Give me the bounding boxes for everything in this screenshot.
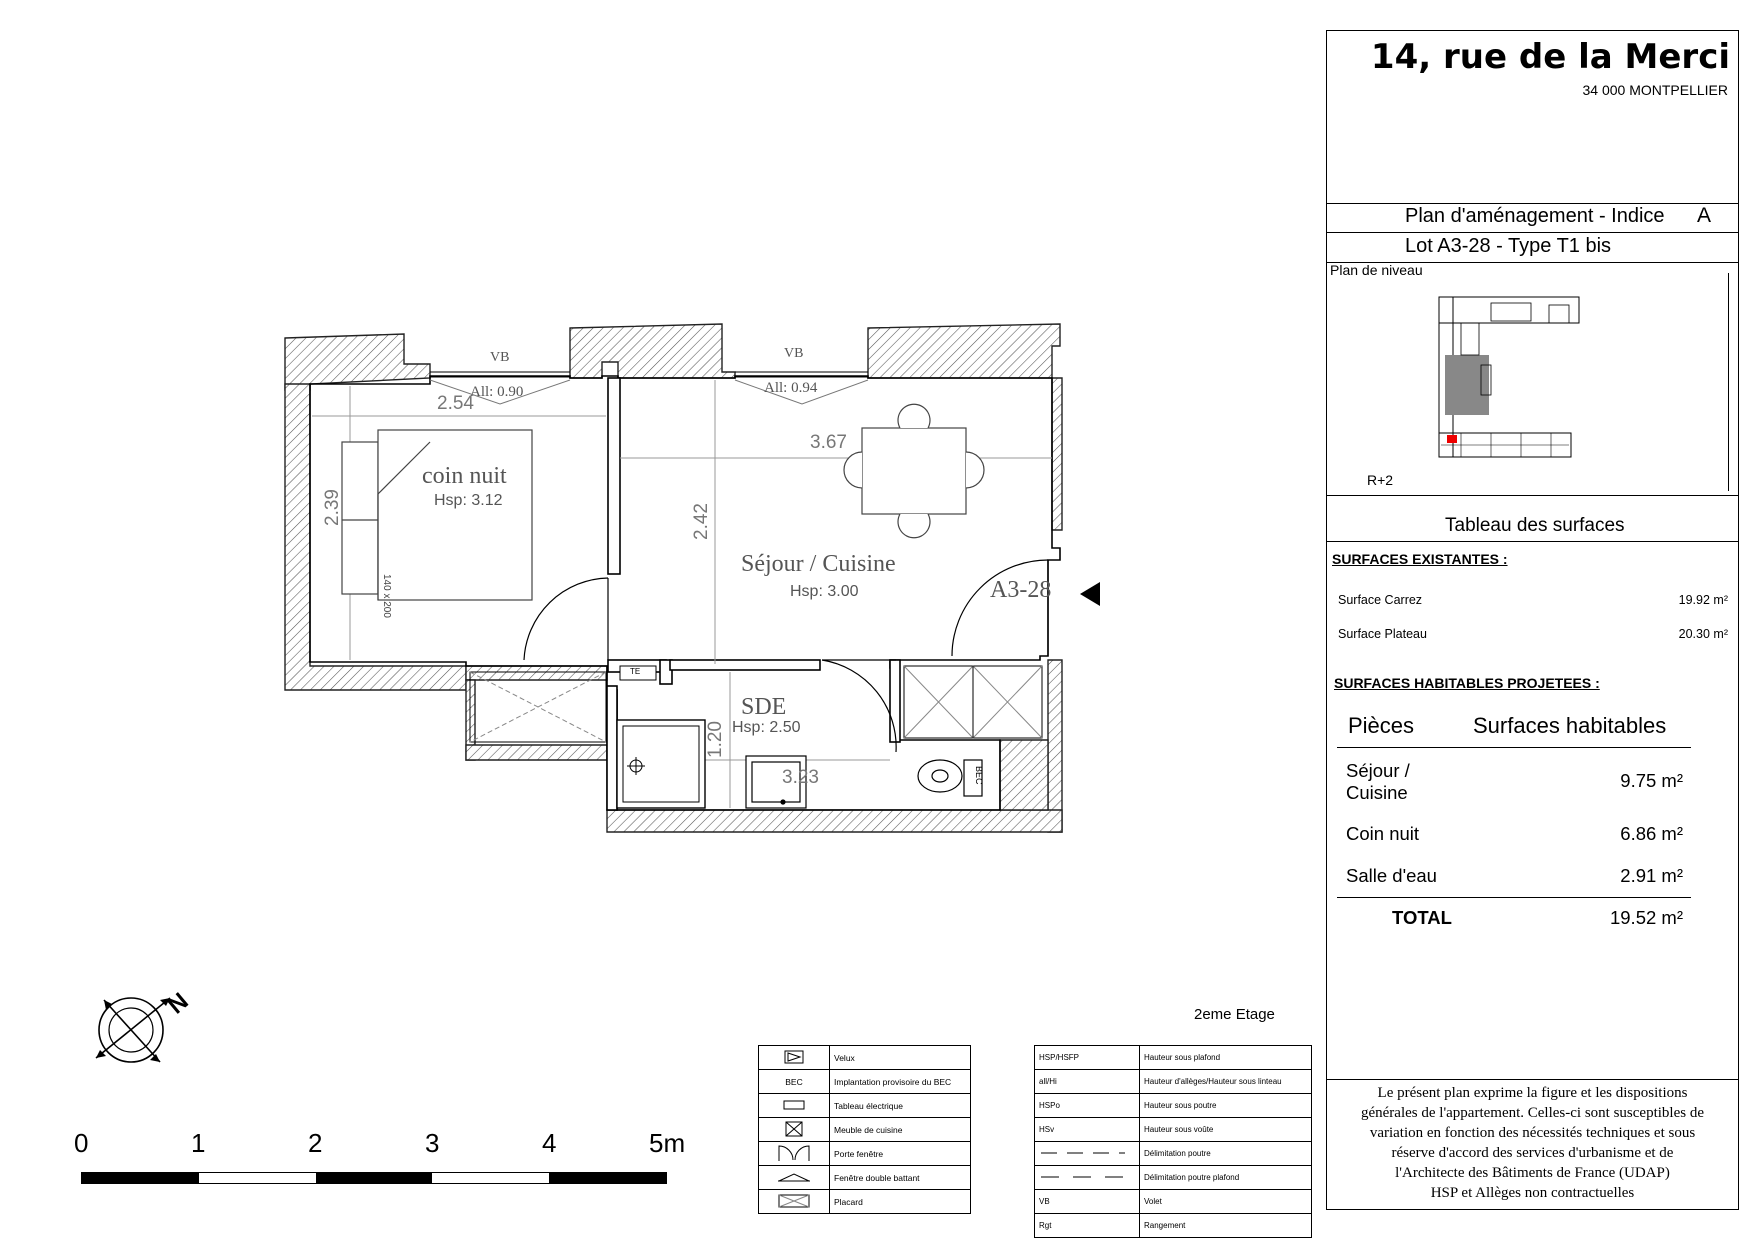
dim-h-sejour: 2.42	[691, 503, 712, 540]
legend-abbr: all/Hi	[1035, 1070, 1140, 1094]
tableau-electrique-icon	[783, 1100, 805, 1110]
te-label: TE	[630, 667, 641, 676]
legend-symbols	[758, 1045, 971, 1214]
scale-label-0: 0	[74, 1128, 89, 1158]
row-sejour-line2: Cuisine	[1346, 782, 1408, 803]
legend-abbr: HSv	[1035, 1118, 1140, 1142]
bec-label: BEC	[974, 766, 984, 785]
plan-indice: A	[1697, 204, 1712, 227]
lot-title: Lot A3-28 - Type T1 bis	[1405, 235, 1612, 257]
legend-label: Rangement	[1140, 1214, 1312, 1238]
legend-label: Délimitation poutre	[1140, 1142, 1312, 1166]
city: 34 000 MONTPELLIER	[1582, 82, 1728, 98]
toilet	[918, 760, 982, 796]
row-sejour-value: 9.75 m²	[1620, 770, 1683, 791]
disclaimer	[1327, 1083, 1738, 1203]
legend-label: Meuble de cuisine	[830, 1118, 971, 1142]
legend-label: Délimitation poutre plafond	[1140, 1166, 1312, 1190]
row-salle-eau-value: 2.91 m²	[1620, 865, 1683, 886]
legend-abbr: HSPo	[1035, 1094, 1140, 1118]
disclaimer-line: HSP et Allèges non contractuelles	[1430, 1185, 1635, 1201]
disclaimer-line: Le présent plan exprime la figure et les dispositions	[1377, 1085, 1688, 1101]
porte-fenetre-icon	[777, 1144, 811, 1162]
legend-label: Volet	[1140, 1190, 1312, 1214]
dining-table	[844, 404, 984, 537]
legend-row	[1035, 1166, 1312, 1190]
surface-carrez-label: Surface Carrez	[1338, 593, 1423, 607]
legend-row	[759, 1070, 971, 1094]
velux-icon	[784, 1050, 804, 1064]
window-all-right: All: 0.94	[764, 380, 818, 396]
legend-abbr: VB	[1035, 1190, 1140, 1214]
tableau-surfaces-title: Tableau des surfaces	[1445, 515, 1625, 536]
total-value: 19.52 m²	[1609, 907, 1683, 928]
legend-label: Hauteur sous voûte	[1140, 1118, 1312, 1142]
legend-row	[1035, 1070, 1312, 1094]
legend-label: Placard	[830, 1190, 971, 1214]
room-label-coin-nuit: coin nuit	[422, 463, 507, 489]
header-pieces: Pièces	[1348, 713, 1415, 738]
legend-label: Hauteur sous poutre	[1140, 1094, 1312, 1118]
floor-plan	[0, 0, 1100, 860]
row-coin-nuit-value: 6.86 m²	[1620, 823, 1683, 844]
disclaimer-line: générales de l'appartement. Celles-ci sont susceptibles de	[1360, 1105, 1704, 1121]
legend-row	[759, 1190, 971, 1214]
entrance-arrow	[1080, 582, 1100, 606]
surface-carrez-value: 19.92 m²	[1678, 593, 1728, 607]
shower	[617, 720, 705, 808]
scale-label-1: 1	[191, 1128, 206, 1158]
legend-row	[1035, 1142, 1312, 1166]
legend-row	[759, 1094, 971, 1118]
room-hsp-sejour: Hsp: 3.00	[790, 583, 859, 600]
scale-label-3: 3	[425, 1128, 440, 1158]
plan-title: Plan d'aménagement - Indice	[1405, 205, 1665, 227]
total-label: TOTAL	[1392, 907, 1452, 928]
placard-left	[470, 672, 606, 742]
site-plan-thumbnail	[1431, 293, 1581, 463]
placard-right	[904, 666, 1042, 738]
fenetre-double-battant-icon	[777, 1171, 811, 1183]
bec-symbol: BEC	[759, 1070, 830, 1094]
room-hsp-sde: Hsp: 2.50	[732, 719, 801, 736]
dash-spaced-line-icon	[1039, 1174, 1127, 1180]
legend-abbr: HSP/HSFP	[1035, 1046, 1140, 1070]
legend-row	[1035, 1094, 1312, 1118]
row-salle-eau: Salle d'eau	[1346, 865, 1437, 886]
window-vb-left: VB	[490, 350, 510, 365]
legend-abbr: Rgt	[1035, 1214, 1140, 1238]
disclaimer-line: réserve d'accord des services d'urbanisme et de	[1391, 1145, 1674, 1161]
legend-row	[759, 1118, 971, 1142]
disclaimer-line: variation en fonction des nécessités techniques et sous	[1369, 1125, 1696, 1141]
placard-icon	[778, 1194, 810, 1208]
legend-row	[1035, 1214, 1312, 1238]
scale-bar	[81, 1172, 667, 1184]
bed-size: 140 x 200	[381, 574, 392, 618]
compass-north-label: N	[163, 987, 194, 1020]
legend-abbreviations	[1034, 1045, 1312, 1238]
legend-row	[759, 1046, 971, 1070]
legend-label: Velux	[830, 1046, 971, 1070]
surface-plateau-label: Surface Plateau	[1338, 627, 1427, 641]
legend-row	[1035, 1118, 1312, 1142]
legend-label: Tableau électrique	[830, 1094, 971, 1118]
legend-label: Hauteur sous plafond	[1140, 1046, 1312, 1070]
legend-row	[1035, 1190, 1312, 1214]
dim-w-sejour: 3.67	[810, 432, 847, 453]
legend-row	[759, 1166, 971, 1190]
scale-label-2: 2	[308, 1128, 323, 1158]
dim-h-sde: 1.20	[705, 721, 726, 758]
window-vb-right: VB	[784, 346, 804, 361]
legend-row	[759, 1142, 971, 1166]
title-block	[1326, 30, 1739, 1210]
thumbnail-divider	[1728, 273, 1729, 491]
legend-label: Porte fenêtre	[830, 1142, 971, 1166]
room-hsp-coin-nuit: Hsp: 3.12	[434, 492, 503, 509]
lot-label: A3-28	[990, 577, 1052, 603]
plan-niveau-label: Plan de niveau	[1330, 262, 1423, 278]
room-label-sde: SDE	[741, 694, 787, 720]
dim-w-nuit: 2.54	[437, 393, 474, 414]
legend-label: Implantation provisoire du BEC	[830, 1070, 971, 1094]
surfaces-existantes-title: SURFACES EXISTANTES :	[1332, 551, 1508, 567]
surface-plateau-value: 20.30 m²	[1678, 627, 1728, 641]
legend-row	[1035, 1046, 1312, 1070]
floor-label: 2eme Etage	[1194, 1006, 1275, 1023]
legend-label: Hauteur d'allèges/Hauteur sous linteau	[1140, 1070, 1312, 1094]
address: 14, rue de la Merci	[1370, 37, 1730, 77]
dim-h-nuit: 2.39	[322, 489, 343, 526]
surfaces-habitables-title: SURFACES HABITABLES PROJETEES :	[1334, 675, 1600, 691]
row-coin-nuit: Coin nuit	[1346, 823, 1420, 844]
bed	[342, 430, 532, 600]
row-sejour-line1: Séjour /	[1346, 760, 1410, 781]
disclaimer-line: l'Architecte des Bâtiments de France (UDAP)	[1395, 1165, 1670, 1181]
header-surfaces: Surfaces habitables	[1473, 713, 1667, 738]
room-label-sejour: Séjour / Cuisine	[741, 551, 896, 577]
scale-label-4: 4	[542, 1128, 557, 1158]
window-all-left: All: 0.90	[470, 384, 524, 400]
meuble-cuisine-icon	[785, 1121, 803, 1137]
dash-long-line-icon	[1039, 1150, 1127, 1156]
niveau-label: R+2	[1367, 472, 1394, 488]
dim-w-sde: 3.23	[782, 767, 819, 788]
scale-label-5m: 5m	[649, 1128, 686, 1158]
legend-label: Fenêtre double battant	[830, 1166, 971, 1190]
